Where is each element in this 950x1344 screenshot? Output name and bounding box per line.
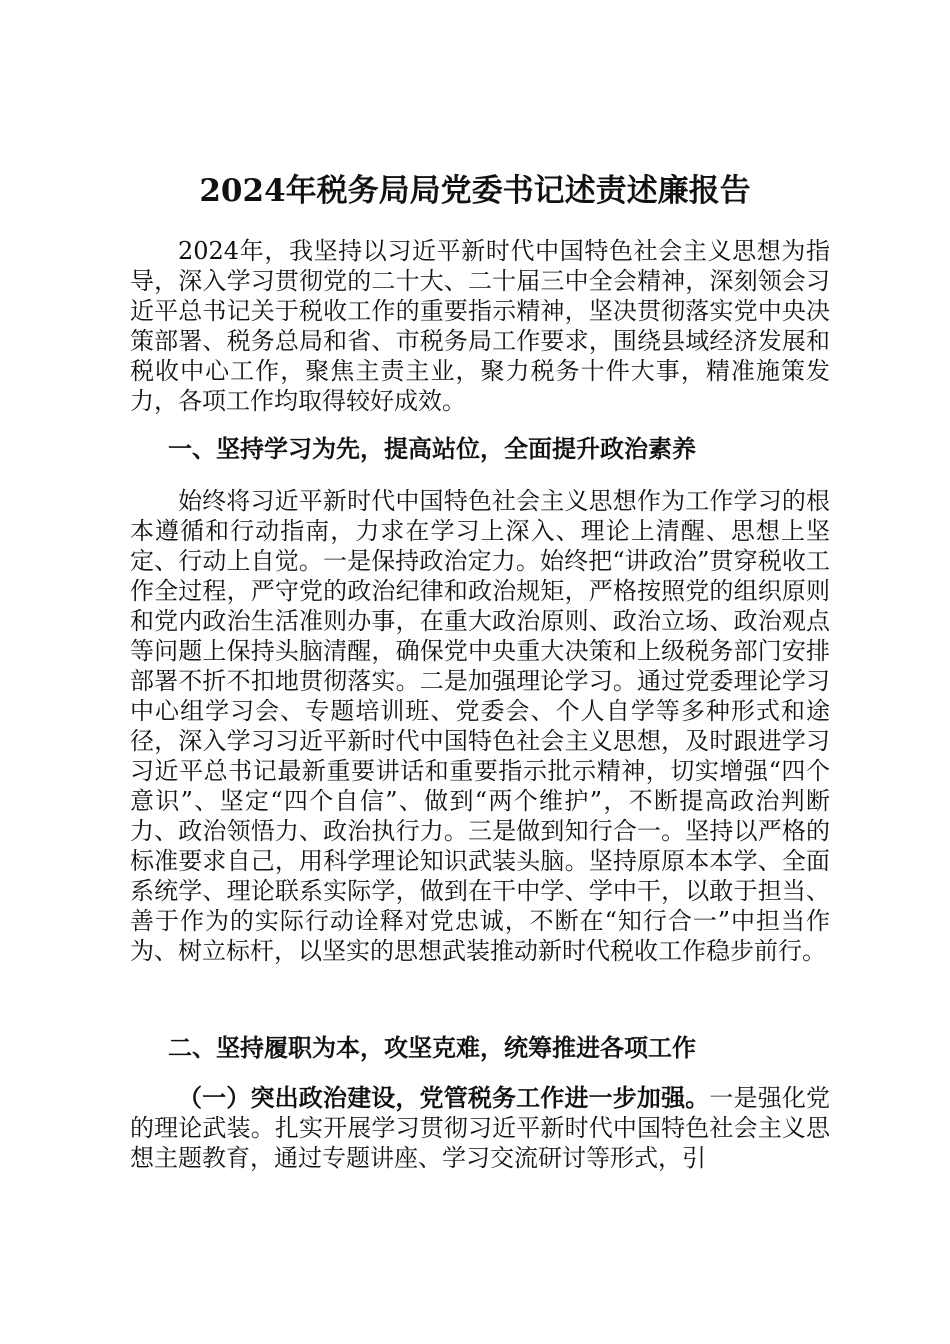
section-2-heading: 二、坚持履职为本，攻坚克难，统筹推进各项工作 — [168, 1033, 696, 1062]
section-1-heading: 一、坚持学习为先，提高站位，全面提升政治素养 — [168, 434, 696, 463]
section-2-subsection-1-paragraph — [130, 1083, 830, 1173]
subsection-1-lead: （一）突出政治建设，党管税务工作进一步加强。 — [178, 1083, 710, 1112]
subsection-1-text: 一是强化党的理论武装。扎实开展学习贯彻习近平新时代中国特色社会主义思想主题教育，通过专题讲座、学习交流研讨等形式，引 — [130, 1084, 831, 1172]
section-1-paragraph: 始终将习近平新时代中国特色社会主义思想作为工作学习的根本遵循和行动指南，力求在学习上深入、理论上清醒、思想上坚定、行动上自觉。一是保持政治定力。始终把“讲政治”贯穿税收工作全过程，严守党的政治纪律和政治规矩，严格按照党的组织原则和党内政治生活准则办事，在重大政治原则、政治立场、政治观点等问题上保持头脑清醒，确保党中央重大决策和上级税务部门安排部署不折不扣地贯彻落实。二是加强理论学习。通过党委理论学习中心组学习会、专题培训班、党委会、个人自学等多种形式和途径，深入学习习近平新时代中国特色社会主义思想，及时跟进学习习近平总书记最新重要讲话和重要指示批示精神，切实增强“四个意识”、坚定“四个自信”、做到“两个维护”，不断提高政治判断力、政治领悟力、政治执行力。三是做到知行合一。坚持以严格的标准要求自己，用科学理论知识武装头脑。坚持原原本本学、全面系统学、理论联系实际学，做到在干中学、学中干，以敢于担当、善于作为的实际行动诠释对党忠诚，不断在“知行合一”中担当作为、树立标杆，以坚实的思想武装推动新时代税收工作稳步前行。 — [130, 487, 830, 965]
document-title: 2024年税务局局党委书记述责述廉报告 — [199, 173, 751, 209]
intro-paragraph: 2024年，我坚持以习近平新时代中国特色社会主义思想为指导，深入学习贯彻党的二十大、二十届三中全会精神，深刻领会习近平总书记关于税收工作的重要指示精神，坚决贯彻落实党中央决策部署、税务总局和省、市税务局工作要求，围绕县域经济发展和税收中心工作，聚焦主责主业，聚力税务十件大事，精准施策发力，各项工作均取得较好成效。 — [130, 237, 830, 415]
